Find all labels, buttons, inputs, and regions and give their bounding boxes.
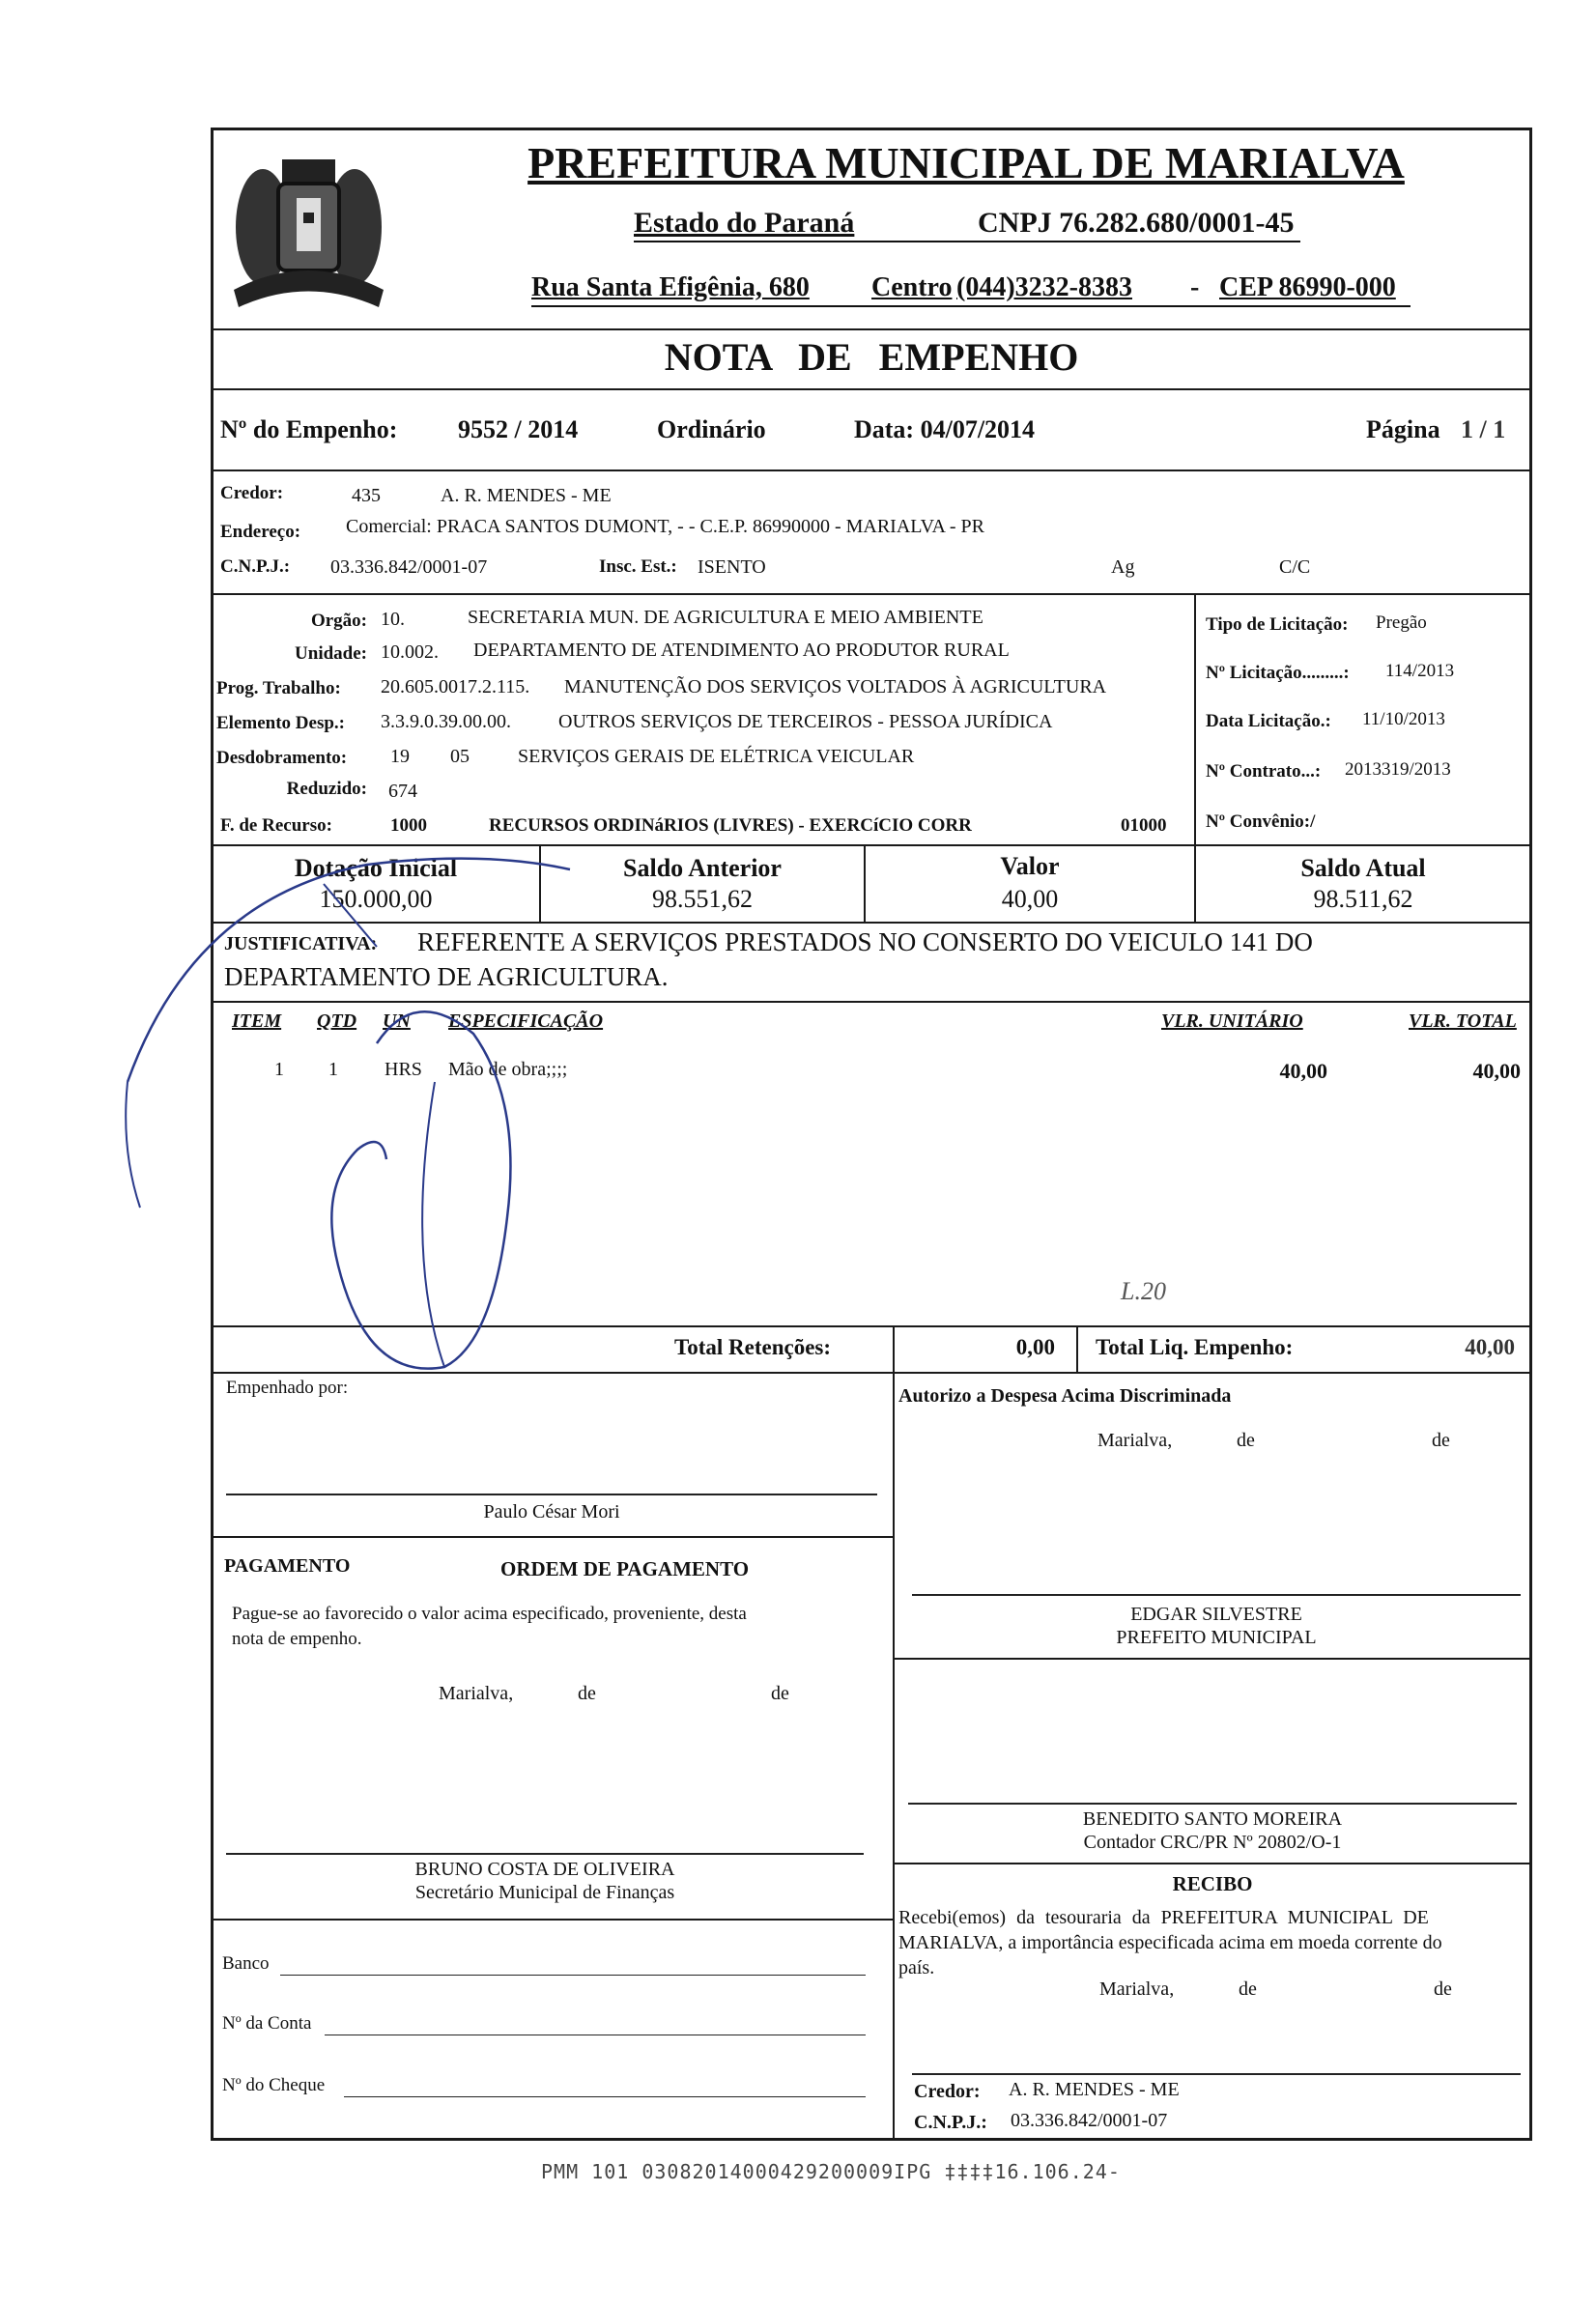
divider xyxy=(893,1863,1532,1864)
recibo-credor-name: A. R. MENDES - ME xyxy=(1009,2079,1180,2100)
orgao-name: SECRETARIA MUN. DE AGRICULTURA E MEIO AMBIENTE xyxy=(468,607,983,628)
item-qtd: 1 xyxy=(328,1059,338,1080)
signature-line xyxy=(912,1594,1521,1596)
handwritten-signature xyxy=(116,840,618,1381)
prefeito-name: EDGAR SILVESTRE xyxy=(1130,1604,1302,1625)
conta-label: Nº da Conta xyxy=(222,2013,312,2034)
retencoes-label: Total Retenções: xyxy=(674,1335,832,1359)
insc-value: ISENTO xyxy=(698,556,766,578)
contrato-value: 2013319/2013 xyxy=(1345,759,1451,780)
autorizo-city: Marialva, xyxy=(1097,1430,1173,1451)
divider xyxy=(893,1658,1532,1660)
banco-field xyxy=(280,1975,866,1976)
banco-label: Banco xyxy=(222,1953,270,1974)
reduzido-label: Reduzido: xyxy=(286,779,367,799)
autorizo-de-1: de xyxy=(1237,1430,1255,1451)
desdobramento-label: Desdobramento: xyxy=(216,748,348,768)
header-phone: (044)3232-8383 xyxy=(956,272,1132,302)
tipo-licitacao-label: Tipo de Licitação: xyxy=(1206,614,1349,635)
recibo-credor-label: Credor: xyxy=(914,2081,981,2102)
items-header-spec: ESPECIFICAÇÃO xyxy=(448,1010,604,1032)
licitacao-number: 114/2013 xyxy=(1385,661,1455,681)
justificativa-line-1: REFERENTE A SERVIÇOS PRESTADOS NO CONSERTO DO VEICULO 141 DO xyxy=(417,927,1313,956)
header-state: Estado do Paraná xyxy=(634,207,855,239)
recibo-text-3: país. xyxy=(898,1957,935,1978)
orgao-code: 10. xyxy=(381,609,405,630)
divider xyxy=(211,1536,893,1538)
fonte-recurso-code-2: 01000 xyxy=(1121,815,1167,836)
header-state-underline xyxy=(634,241,1300,242)
credor-name: A. R. MENDES - ME xyxy=(441,485,612,506)
insc-label: Insc. Est.: xyxy=(599,556,677,577)
pagamento-de-2: de xyxy=(771,1683,789,1704)
desdobramento-code-2: 05 xyxy=(450,746,470,767)
recibo-text-1: Recebi(emos) da tesouraria da PREFEITURA MUNICIPAL DE xyxy=(898,1907,1429,1928)
header-cnpj: CNPJ 76.282.680/0001-45 xyxy=(978,207,1295,239)
document-title: NOTA DE EMPENHO xyxy=(664,335,1079,379)
empenhado-name: Paulo César Mori xyxy=(483,1501,620,1522)
convenio-label: Nº Convênio:/ xyxy=(1206,811,1316,832)
item-spec: Mão de obra;;;; xyxy=(448,1059,568,1080)
recibo-de-1: de xyxy=(1239,1978,1257,2000)
item-unit: HRS xyxy=(385,1059,422,1080)
cheque-label: Nº do Cheque xyxy=(222,2075,326,2095)
credor-code: 435 xyxy=(352,485,381,506)
signature-line xyxy=(912,2073,1521,2075)
autorizo-label: Autorizo a Despesa Acima Discriminada xyxy=(898,1385,1232,1407)
signature-line xyxy=(226,1853,864,1855)
divider xyxy=(893,1372,895,2141)
divider xyxy=(211,470,1532,471)
divider xyxy=(893,1325,895,1372)
contrato-label: Nº Contrato...: xyxy=(1206,761,1322,782)
licitacao-date-label: Data Licitação.: xyxy=(1206,711,1331,731)
header-title: PREFEITURA MUNICIPAL DE MARIALVA xyxy=(527,138,1405,187)
saldo-atual-value: 98.511,62 xyxy=(1313,885,1413,913)
divider xyxy=(211,328,1532,330)
item-number: 1 xyxy=(274,1059,284,1080)
credor-label: Credor: xyxy=(220,483,284,503)
empenho-type: Ordinário xyxy=(657,415,766,443)
credor-cnpj: 03.336.842/0001-07 xyxy=(330,556,488,578)
items-header-total-value: VLR. TOTAL xyxy=(1409,1010,1517,1032)
fonte-recurso-code: 1000 xyxy=(390,815,427,836)
orgao-label: Orgão: xyxy=(310,611,367,631)
unidade-name: DEPARTAMENTO DE ATENDIMENTO AO PRODUTOR RURAL xyxy=(473,640,1010,661)
secretario-name: BRUNO COSTA DE OLIVEIRA xyxy=(414,1859,675,1880)
handwritten-note: L.20 xyxy=(1121,1277,1166,1305)
header-district: Centro xyxy=(871,272,953,302)
pague-text-1: Pague-se ao favorecido o valor acima especificado, proveniente, desta xyxy=(232,1604,747,1624)
pague-text-2: nota de empenho. xyxy=(232,1629,362,1649)
divider xyxy=(1076,1325,1078,1372)
elemento-name: OUTROS SERVIÇOS DE TERCEIROS - PESSOA JURÍDICA xyxy=(558,711,1053,732)
signature-line xyxy=(226,1494,877,1495)
cheque-field xyxy=(344,2096,866,2097)
pagamento-de-1: de xyxy=(578,1683,596,1704)
recibo-text-2: MARIALVA, a importância especificada acima em moeda corrente do xyxy=(898,1932,1442,1953)
valor-label: Valor xyxy=(1000,852,1060,880)
tipo-licitacao-value: Pregão xyxy=(1376,612,1427,633)
elemento-code: 3.3.9.0.39.00.00. xyxy=(381,711,511,732)
justificativa-label: JUSTIFICATIVA: xyxy=(224,933,378,954)
divider xyxy=(1194,593,1196,844)
saldo-anterior-value: 98.551,62 xyxy=(652,885,753,913)
empenho-number-label: Nº do Empenho: xyxy=(220,415,398,443)
saldo-anterior-label: Saldo Anterior xyxy=(623,854,782,882)
prog-code: 20.605.0017.2.115. xyxy=(381,676,530,697)
item-total-value: 40,00 xyxy=(1472,1059,1521,1083)
prefeito-title: PREFEITO MUNICIPAL xyxy=(1116,1627,1317,1648)
footer-barcode-text: PMM 101 03082014000429200009IPG ‡‡‡‡16.106.24- xyxy=(541,2160,1121,2183)
desdobramento-code-1: 19 xyxy=(390,746,410,767)
justificativa-line-2: DEPARTAMENTO DE AGRICULTURA. xyxy=(224,962,669,991)
fonte-recurso-name: RECURSOS ORDINáRIOS (LIVRES) - EXERCíCIO CORR xyxy=(489,815,972,836)
page-number: 1 / 1 xyxy=(1461,415,1506,443)
liq-label: Total Liq. Empenho: xyxy=(1096,1335,1294,1359)
empenho-number: 9552 / 2014 xyxy=(458,415,579,443)
desdobramento-name: SERVIÇOS GERAIS DE ELÉTRICA VEICULAR xyxy=(518,746,915,767)
divider xyxy=(211,1919,893,1921)
bank-account-label: C/C xyxy=(1279,556,1311,578)
item-unit-value: 40,00 xyxy=(1279,1059,1327,1083)
contador-name: BENEDITO SANTO MOREIRA xyxy=(1082,1808,1343,1830)
licitacao-number-label: Nº Licitação.........: xyxy=(1206,663,1350,683)
fonte-recurso-label: F. de Recurso: xyxy=(220,815,332,836)
municipal-coat-of-arms xyxy=(214,135,403,328)
prog-label: Prog. Trabalho: xyxy=(216,678,341,698)
recibo-cnpj-label: C.N.P.J.: xyxy=(914,2112,987,2133)
header-street: Rua Santa Efigênia, 680 xyxy=(531,272,810,302)
contador-title: Contador CRC/PR Nº 20802/O-1 xyxy=(1083,1832,1342,1853)
header-address-underline xyxy=(531,305,1411,307)
recibo-title: RECIBO xyxy=(1172,1872,1253,1895)
pagamento-city: Marialva, xyxy=(439,1683,514,1704)
dotacao-value: 150.000,00 xyxy=(319,885,433,913)
reduzido-value: 674 xyxy=(388,781,417,802)
licitacao-date: 11/10/2013 xyxy=(1362,709,1445,729)
recibo-city: Marialva, xyxy=(1099,1978,1175,2000)
ordem-pagamento-label: ORDEM DE PAGAMENTO xyxy=(500,1557,750,1580)
items-header-un: UN xyxy=(383,1010,411,1032)
prog-name: MANUTENÇÃO DOS SERVIÇOS VOLTADOS À AGRICULTURA xyxy=(564,676,1107,697)
page-label: Página xyxy=(1366,415,1440,443)
dotacao-label: Dotação Inicial xyxy=(294,854,458,882)
empenho-date: Data: 04/07/2014 xyxy=(854,415,1036,443)
items-header-qtd: QTD xyxy=(317,1010,357,1032)
secretario-title: Secretário Municipal de Finanças xyxy=(414,1882,675,1903)
header-separator: - xyxy=(1190,272,1200,302)
empenhado-label: Empenhado por: xyxy=(226,1378,349,1398)
signature-line xyxy=(908,1803,1517,1805)
recibo-de-2: de xyxy=(1434,1978,1452,2000)
autorizo-de-2: de xyxy=(1432,1430,1450,1451)
unidade-label: Unidade: xyxy=(295,643,367,664)
recibo-cnpj: 03.336.842/0001-07 xyxy=(1011,2110,1168,2131)
header-cep: CEP 86990-000 xyxy=(1219,272,1396,302)
pagamento-label: PAGAMENTO xyxy=(224,1555,351,1577)
items-header-unit-value: VLR. UNITÁRIO xyxy=(1161,1010,1303,1032)
elemento-label: Elemento Desp.: xyxy=(216,713,345,733)
liq-value: 40,00 xyxy=(1465,1335,1515,1359)
unidade-code: 10.002. xyxy=(381,641,439,663)
retencoes-value: 0,00 xyxy=(1015,1335,1055,1359)
divider xyxy=(211,388,1532,390)
divider xyxy=(211,593,1532,595)
valor-value: 40,00 xyxy=(1001,885,1059,913)
credor-cnpj-label: C.N.P.J.: xyxy=(220,556,291,577)
bank-agency-label: Ag xyxy=(1111,556,1135,578)
address-label: Endereço: xyxy=(220,522,301,542)
saldo-atual-label: Saldo Atual xyxy=(1300,854,1426,882)
items-header-item: ITEM xyxy=(232,1010,282,1032)
address-value: Comercial: PRACA SANTOS DUMONT, - - C.E.P. 86990000 - MARIALVA - PR xyxy=(346,516,984,537)
